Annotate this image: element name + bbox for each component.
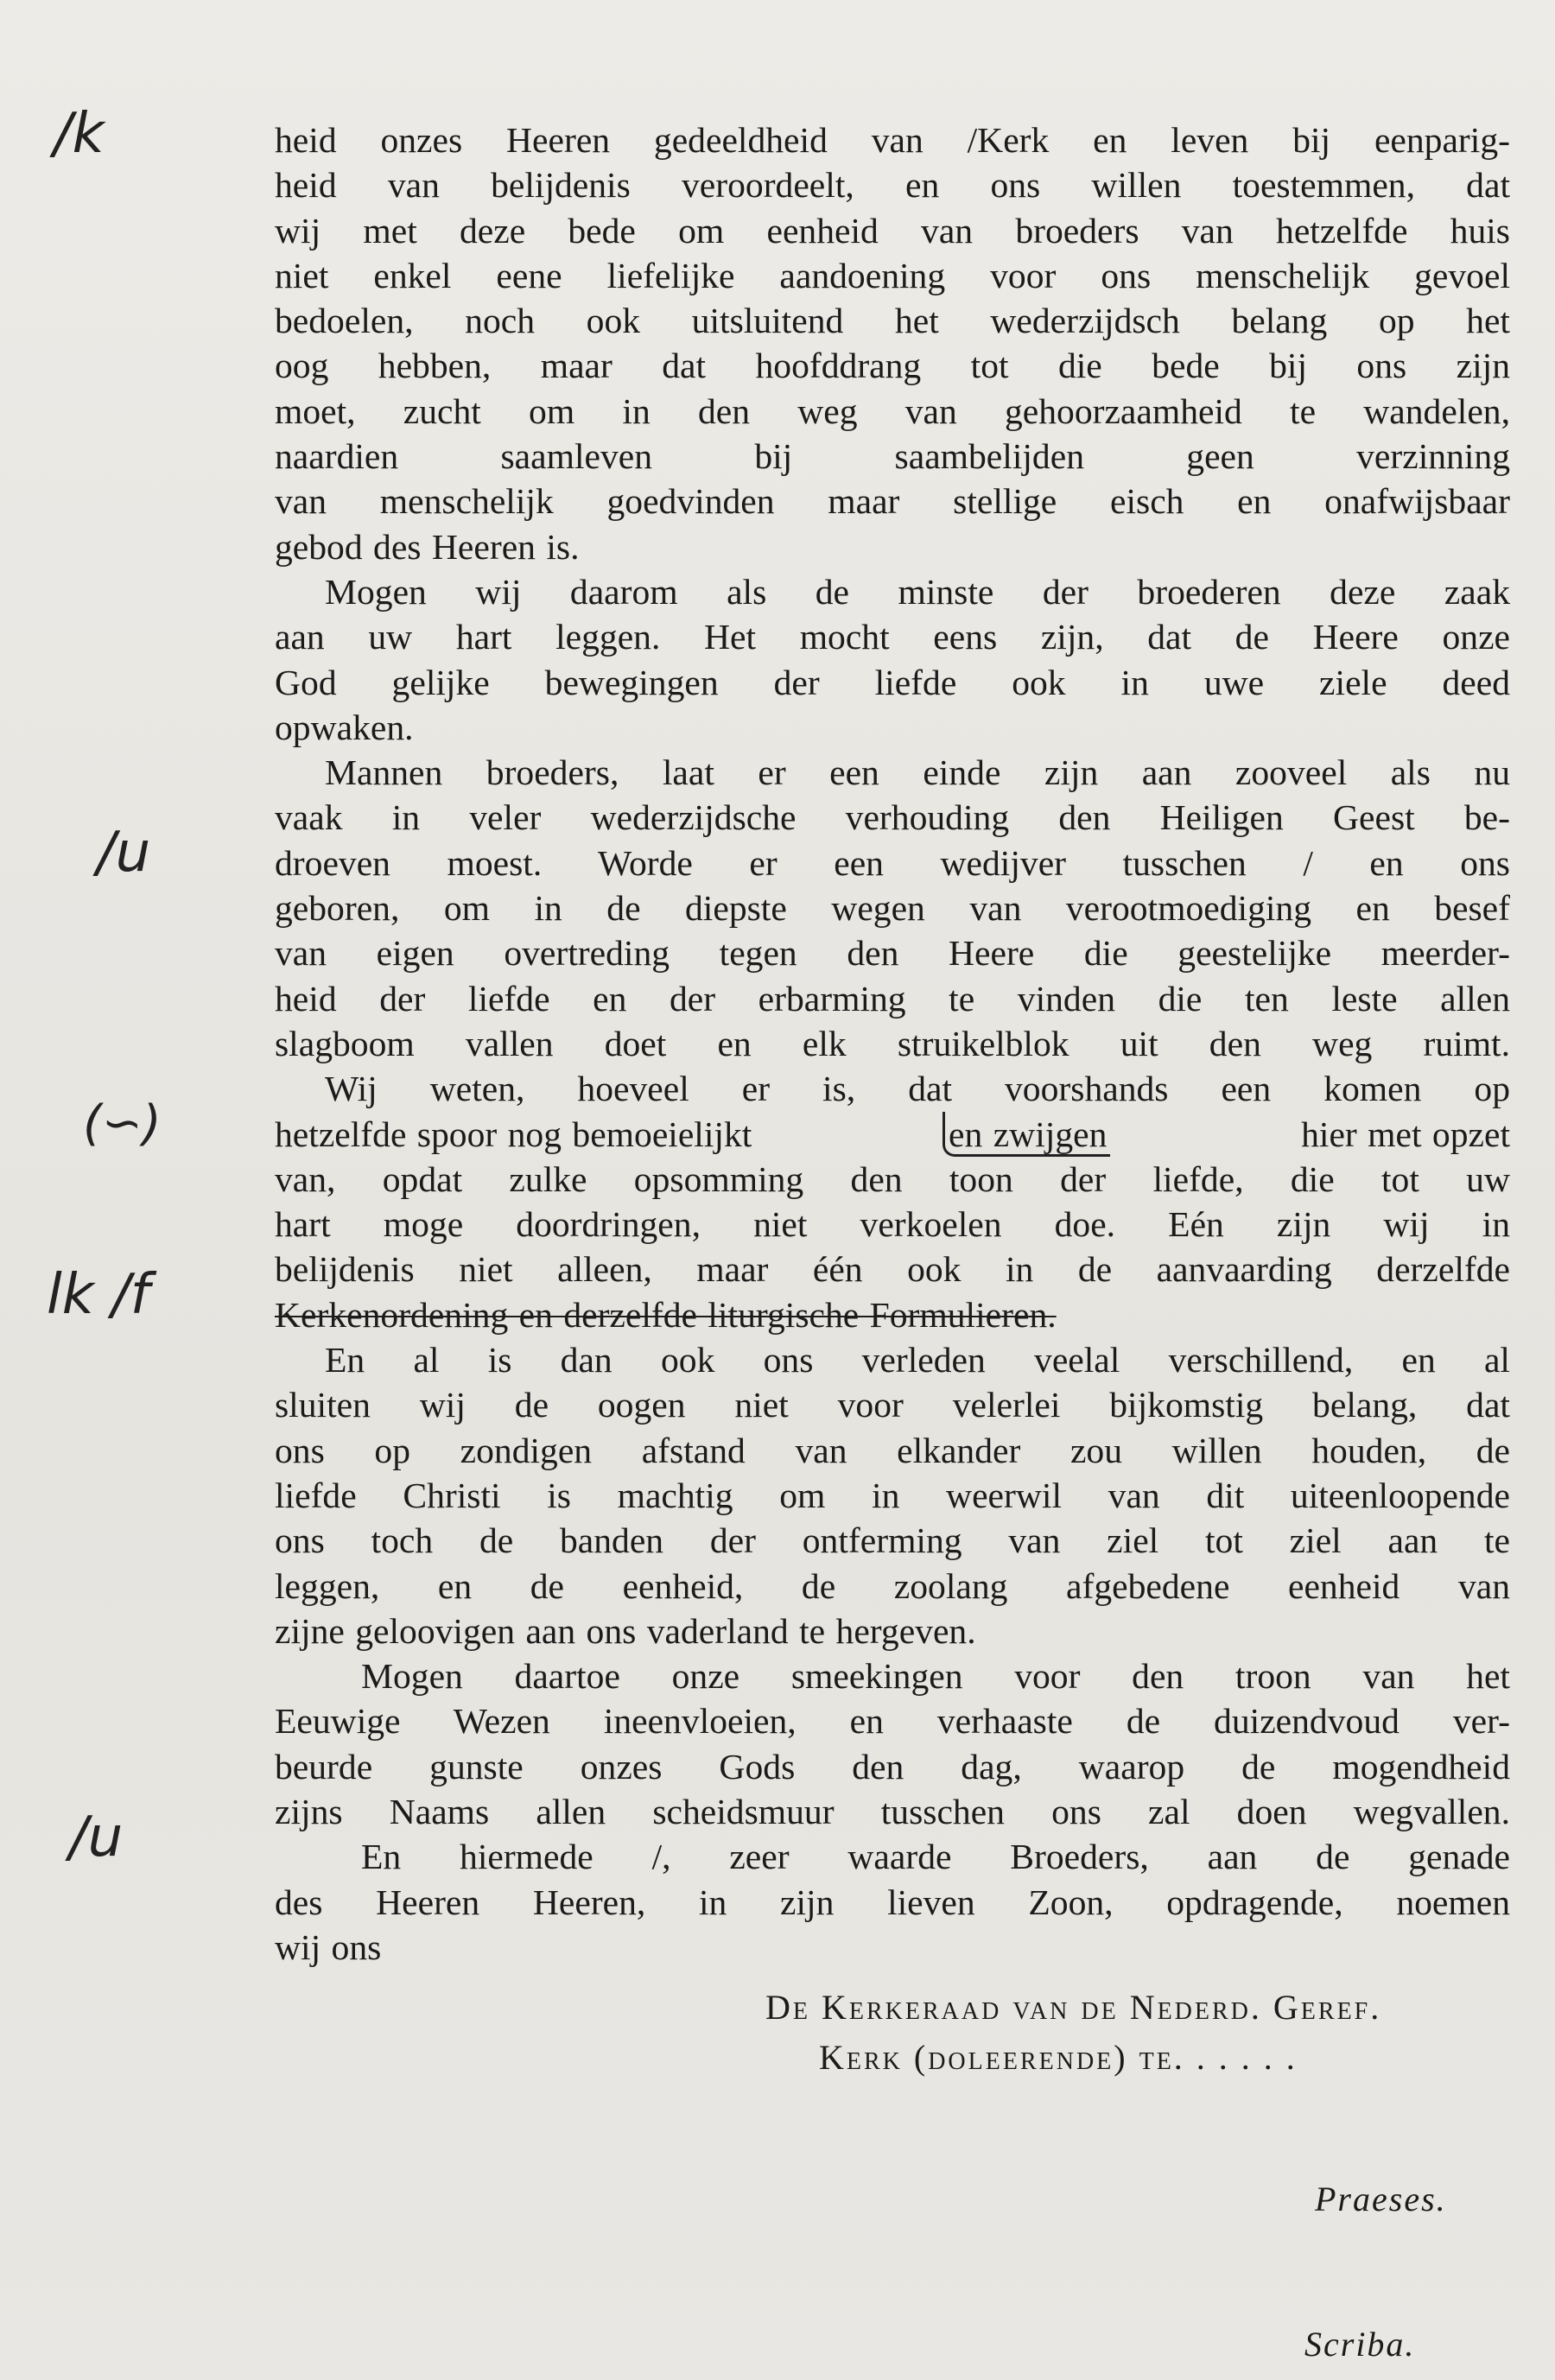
text-line: vaak in veler wederzijdsche verhouding den Heiligen Geest be- (275, 797, 1510, 838)
text-line: heid onzes Heeren gedeeldheid van /Kerk en leven bij eenparig- (275, 120, 1510, 160)
text-line: niet enkel eene liefelijke aandoening voor ons menschelijk gevoel (275, 255, 1510, 295)
margin-mark-4: lk /f (47, 1263, 150, 1327)
text-line: Mannen broeders, laat er een einde zijn aan zooveel als nu (325, 752, 1510, 793)
text-line: slagboom vallen doet en elk struikelblok uit den weg ruimt. (275, 1023, 1510, 1063)
text-line: wij met deze bede om eenheid van broeders van hetzelfde huis (275, 210, 1510, 251)
text-line: hart moge doordringen, niet verkoelen doe. Eén zijn wij in (275, 1204, 1510, 1245)
text-line: ons op zondigen afstand van elkander zou willen houden, de (275, 1430, 1510, 1470)
margin-mark-1: /k (54, 102, 105, 166)
text-line-composite (275, 1112, 1510, 1157)
text-line: opwaken. (275, 707, 414, 747)
text-segment: hier met opzet (1301, 1114, 1510, 1154)
text-line: Mogen wij daarom als de minste der broederen deze zaak (325, 571, 1510, 612)
text-line: droeven moest. Worde er een wedijver tusschen / en ons (275, 842, 1510, 883)
text-line: heid van belijdenis veroordeelt, en ons willen toestemmen, dat (275, 165, 1510, 206)
text-line: Wij weten, hoeveel er is, dat voorshands een komen op (325, 1069, 1510, 1109)
text-line: moet, zucht om in den weg van gehoorzaamheid te wandelen, (275, 390, 1510, 431)
letter-body (275, 117, 1510, 1970)
praeses-label: Praeses. (1315, 2180, 1447, 2218)
signature-line-1: De Kerkeraad van de Nederd. Geref. (765, 1988, 1382, 2027)
margin-mark-3: (∽) (83, 1095, 162, 1152)
text-line: liefde Christi is machtig om in weerwil van dit uiteenloopende (275, 1475, 1510, 1515)
text-line: van menschelijk goedvinden maar stellige eisch en onafwijsbaar (275, 481, 1510, 522)
text-line: Mogen daartoe onze smeekingen voor den troon van het (361, 1656, 1510, 1697)
margin-mark-2: /u (97, 821, 151, 885)
text-segment: hetzelfde spoor nog bemoeielijkt (275, 1114, 752, 1154)
text-line: sluiten wij de oogen niet voor velerlei bijkomstig belang, dat (275, 1385, 1510, 1425)
underlined-phrase: en zwijgen (943, 1112, 1110, 1157)
text-line: belijdenis niet alleen, maar één ook in de aanvaarding derzelfde (275, 1249, 1510, 1290)
text-line: wij ons (275, 1926, 382, 1967)
text-line: oog hebben, maar dat hoofddrang tot die bede bij ons zijn (275, 346, 1510, 386)
text-line: God gelijke bewegingen der liefde ook in uwe ziele deed (275, 662, 1510, 702)
text-line: zijne geloovigen aan ons vaderland te hergeven. (275, 1610, 976, 1651)
text-line: Eeuwige Wezen ineenvloeien, en verhaaste de duizendvoud ver- (275, 1701, 1510, 1742)
text-line: zijns Naams allen scheidsmuur tusschen ons zal doen wegvallen. (275, 1791, 1510, 1831)
text-line: van eigen overtreding tegen den Heere die geestelijke meerder- (275, 933, 1510, 974)
text-line: aan uw hart leggen. Het mocht eens zijn, dat de Heere onze (275, 617, 1510, 657)
text-line: van, opdat zulke opsomming den toon der liefde, die tot uw (275, 1158, 1510, 1199)
margin-mark-5: /u (69, 1806, 124, 1869)
signature-line-2: Kerk (doleerende) te. . . . . . (819, 2038, 1298, 2077)
text-line: naardien saamleven bij saambelijden geen verzinning (275, 436, 1510, 477)
text-line-struck: Kerkenordening en derzelfde liturgische Formulieren. (275, 1294, 1057, 1335)
scriba-label: Scriba. (1304, 2325, 1416, 2364)
text-line: gebod des Heeren is. (275, 526, 580, 567)
text-line: leggen, en de eenheid, de zoolang afgebedene eenheid van (275, 1565, 1510, 1606)
text-line: des Heeren Heeren, in zijn lieven Zoon, opdragende, noemen (275, 1882, 1510, 1922)
text-line: ons toch de banden der ontferming van ziel tot ziel aan te (275, 1520, 1510, 1561)
text-line: bedoelen, noch ook uitsluitend het wederzijdsch belang op het (275, 301, 1510, 341)
text-line: En al is dan ook ons verleden veelal verschillend, en al (325, 1340, 1510, 1380)
text-line: geboren, om in de diepste wegen van verootmoediging en besef (275, 888, 1510, 929)
text-line: beurde gunste onzes Gods den dag, waarop de mogendheid (275, 1746, 1510, 1787)
text-line: En hiermede /, zeer waarde Broeders, aan de genade (361, 1837, 1510, 1877)
text-line: heid der liefde en der erbarming te vinden die ten leste allen (275, 978, 1510, 1019)
